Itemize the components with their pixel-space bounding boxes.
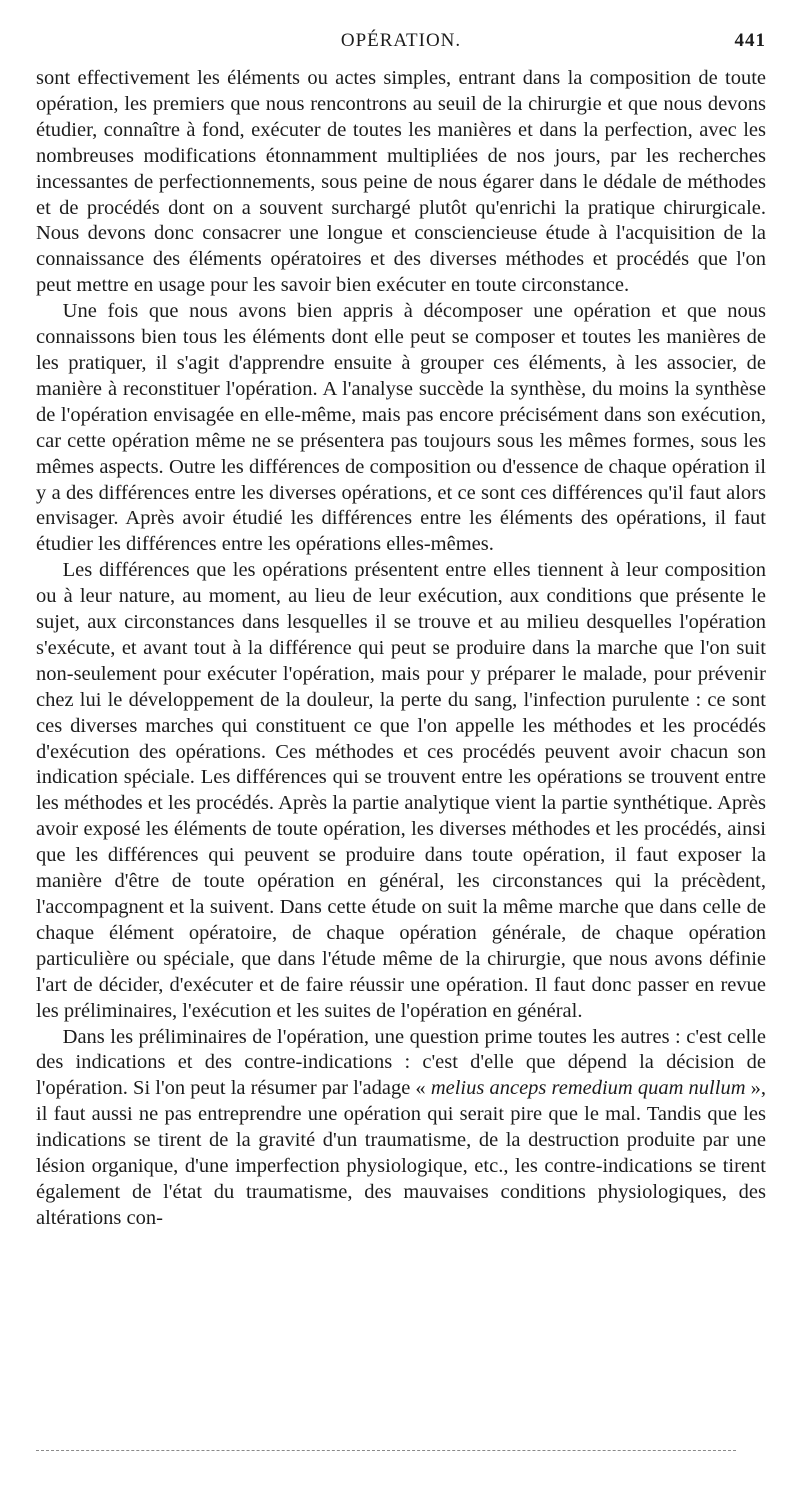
page-title: OPÉRATION. — [340, 30, 462, 51]
paragraph-4-text-start: Dans les préliminaires de l'opération, une question prime toutes les autres : c'est celle des indications et des contre-indications : c'est d'elle que dépend la décision de l'opération. Si l'on peut la résumer par l'adage « — [36, 1025, 766, 1100]
paragraph-4-text-end: », il faut aussi ne pas entreprendre une opération qui serait pire que le mal. Tandis que les indications se tirent de la gravité d'un traumatisme, de la destruction produite par une lésion organique, d'une imperfection physiologique, etc., les contre-indications se tirent également de l'état du traumatisme, des mauvaises conditions physiologiques, des altérations con- — [36, 1077, 767, 1229]
running-head — [36, 30, 766, 56]
paragraph-1: sont effectivement les éléments ou actes simples, entrant dans la composition de toute opération, les premiers que nous rencontrons au seuil de la chirurgie et que nous devons étudier, connaître à fond, exécuter de toutes les manières et dans la perfection, avec les nombreuses modifications étonnamment multipliées de nos jours, par les recherches incessantes de perfectionnements, sous peine de nous égarer dans le dédale de méthodes et de procédés dont on a souvent surchargé plutôt qu'enrichi la pratique chirurgicale. Nous devons donc consacrer une longue et consciencieuse étude à l'acquisition de la connaissance des éléments opératoires et des diverses méthodes et procédés que l'on peut mettre en usage pour les savoir bien exécuter en toute circonstance. — [36, 67, 766, 297]
paragraph-4 — [36, 1025, 766, 1232]
latin-adage: melius anceps remedium quam nullum — [430, 1077, 746, 1100]
page-number: 441 — [734, 30, 766, 51]
footer-rule — [36, 1450, 736, 1451]
paragraph-3: Les différences que les opérations présentent entre elles tiennent à leur composition ou à leur nature, au moment, au lieu de leur exécution, aux conditions que présente le sujet, aux circonstances dans lesquelles il se trouve et au milieu desquelles l'opération s'exécute, et avant tout à la différence qui peut se produire dans la marche que l'on suit non-seulement pour exécuter l'opération, mais pour y préparer le malade, pour prévenir chez lui le développement de la douleur, la perte du sang, l'infection purulente : ce sont ces diverses marches qui constituent ce que l'on appelle les méthodes et les procédés d'exécution des opérations. Ces méthodes et ces procédés peuvent avoir chacun son indication spéciale. Les différences qui se trouvent entre les opérations se trouvent entre les méthodes et les procédés. Après la partie analytique vient la partie synthétique. Après avoir exposé les éléments de toute opération, les diverses méthodes et les procédés, ainsi que les différences qui peuvent se produire dans toute opération, il faut exposer la manière d'être de toute opération en général, les circonstances qui la précèdent, l'accompagnent et la suivent. Dans cette étude on suit la même marche que dans celle de chaque élément opératoire, de chaque opération générale, de chaque opération particulière ou spéciale, que dans l'étude même de la chirurgie, que nous avons définie l'art de décider, d'exécuter et de faire réussir une opération. Il faut donc passer en revue les préliminaires, l'exécution et les suites de l'opération en général. — [36, 559, 766, 1022]
body-text — [36, 66, 766, 1232]
paragraph-2: Une fois que nous avons bien appris à décomposer une opération et que nous connaissons bien tous les éléments dont elle peut se composer et toutes les manières de les pratiquer, il s'agit d'apprendre ensuite à grouper ces éléments, à les associer, de manière à reconstituer l'opération. A l'analyse succède la synthèse, du moins la synthèse de l'opération envisagée en elle-même, mais pas encore précisément dans son exécution, car cette opération même ne se présentera pas toujours sous les mêmes formes, sous les mêmes aspects. Outre les différences de composition ou d'essence de chaque opération il y a des différences entre les diverses opérations, et ce sont ces différences qu'il faut alors envisager. Après avoir étudié les différences entre les éléments des opérations, il faut étudier les différences entre les opérations elles-mêmes. — [36, 300, 766, 556]
